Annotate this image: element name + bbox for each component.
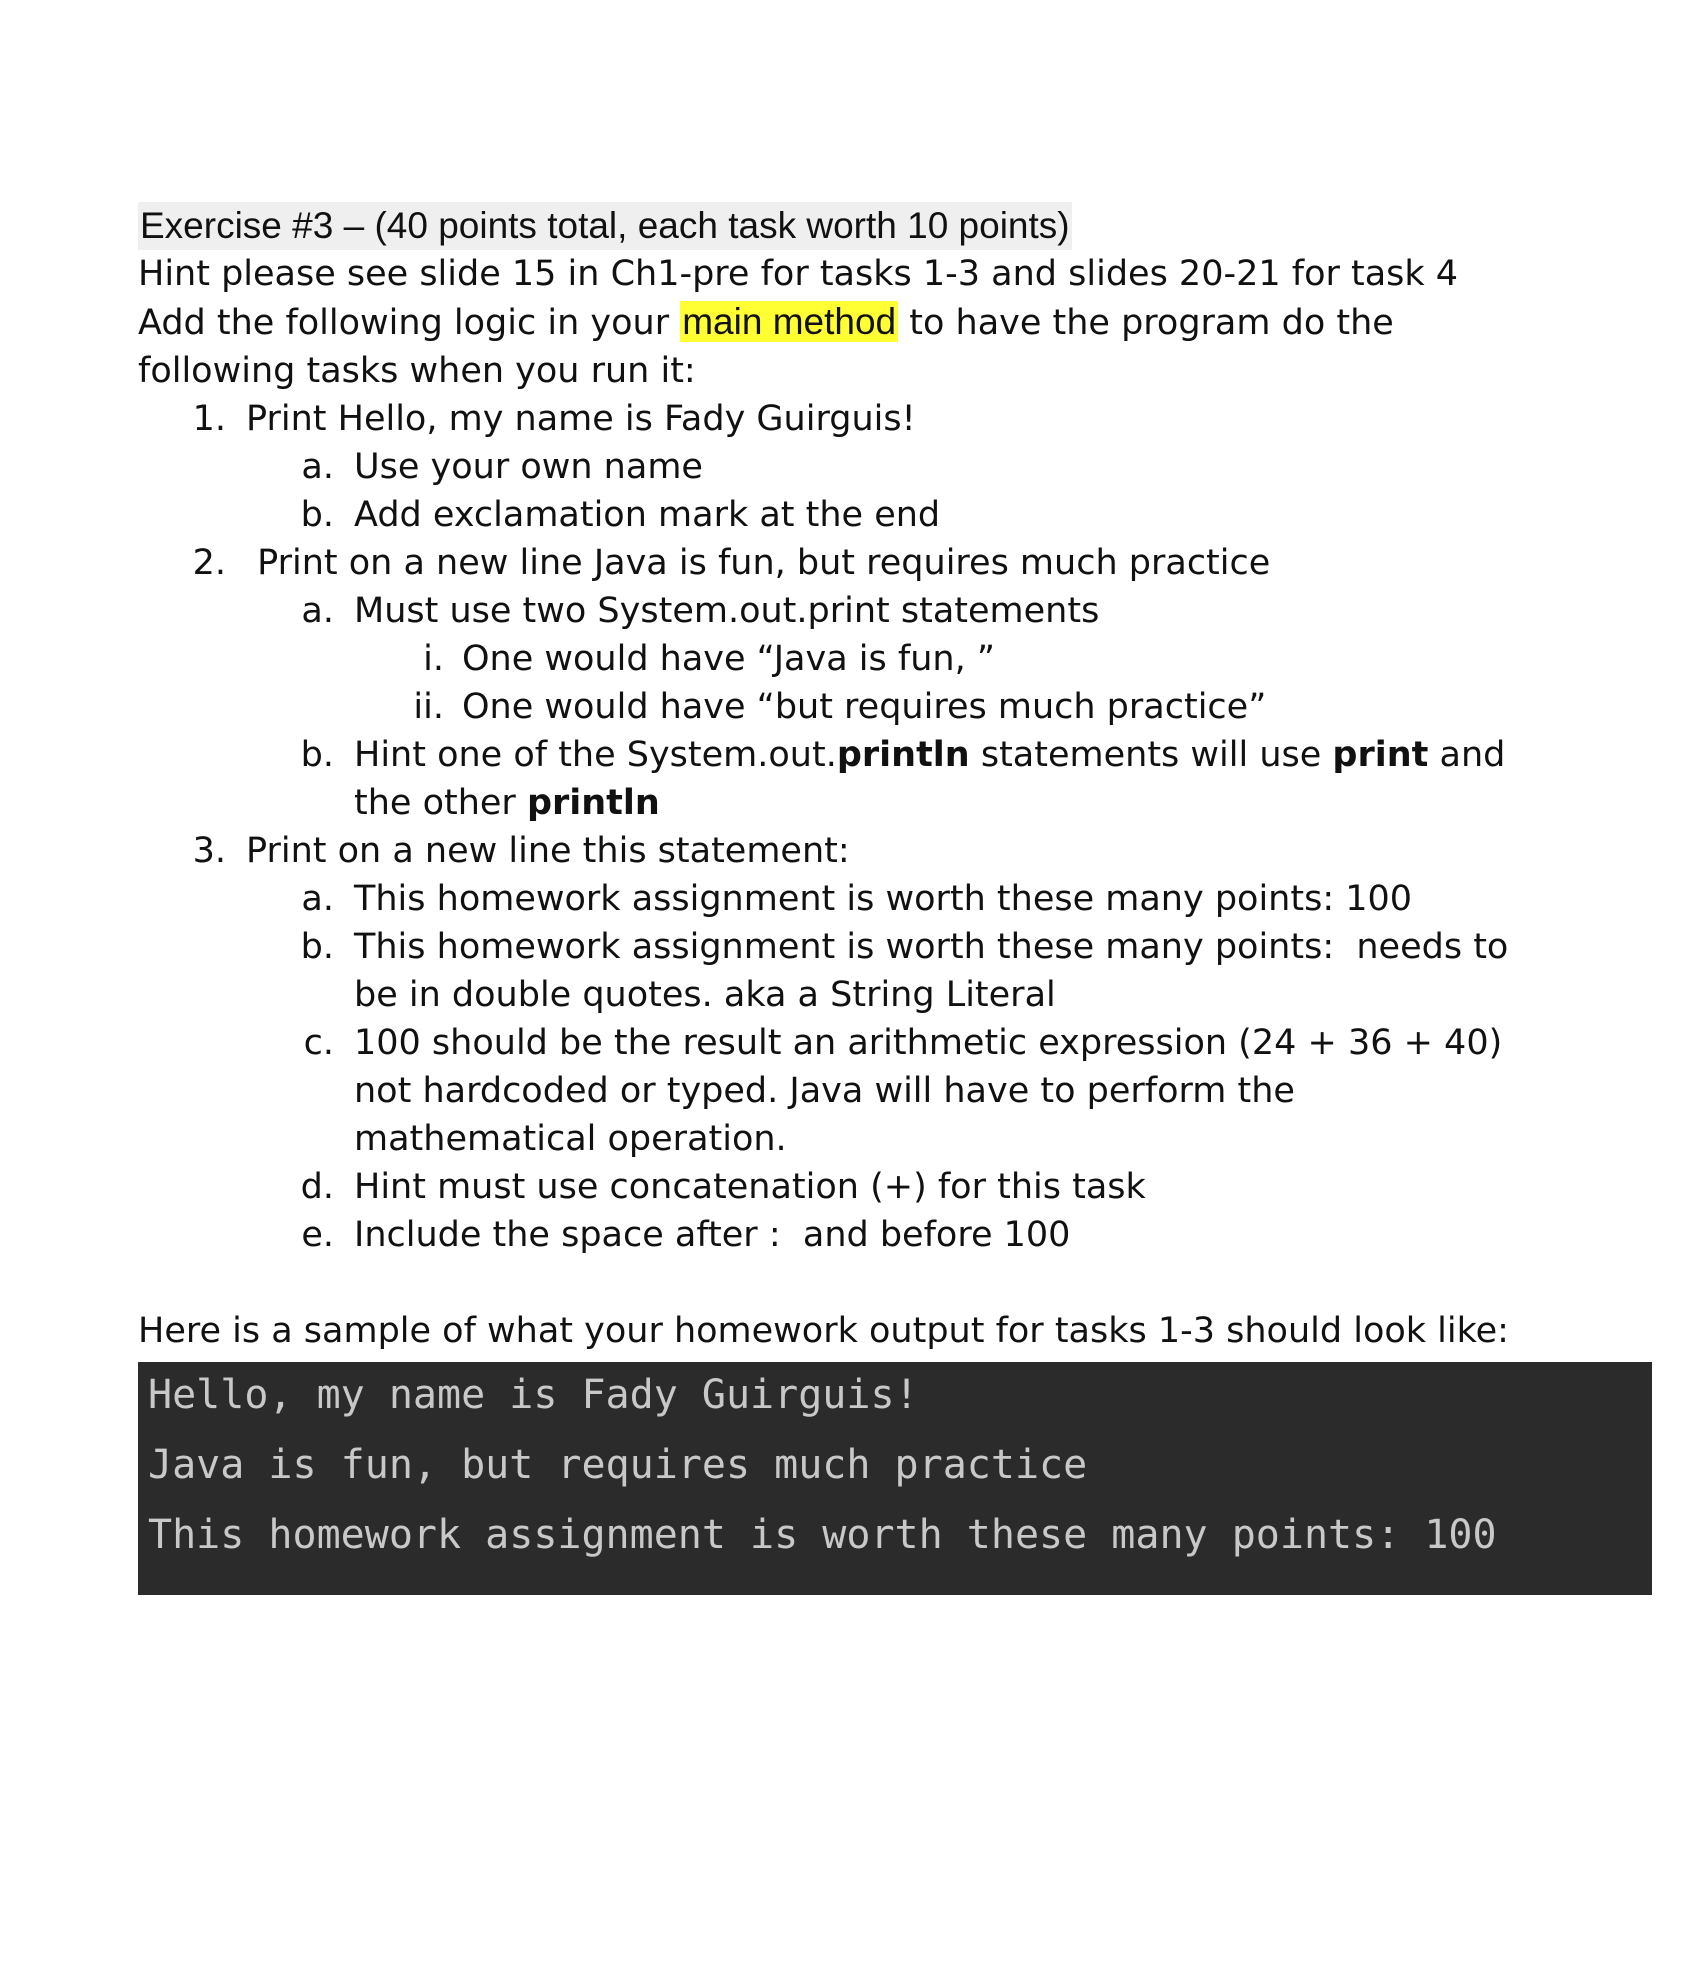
roman-marker: i. [423,639,444,679]
roman-text: One would have “Java is fun, ” [462,639,995,679]
document-body [138,202,1658,1355]
console-line-3: This homework assignment is worth these many points: 100 [148,1512,1497,1558]
sub-text: Hint must use concatenation (+) for this task [354,1167,1146,1207]
task-3-sub-e [138,1211,1658,1259]
task-text: Print Hello, my name is Fady Guirguis! [246,399,916,439]
sub-marker: a. [301,591,334,631]
sub-text: Add exclamation mark at the end [354,495,941,535]
sub-marker: c. [303,1023,334,1063]
task-text: Print on a new line this statement: [246,831,850,871]
sub-text: Use your own name [354,447,703,487]
sub-marker: b. [300,495,334,535]
sub-text: Must use two System.out.print statements [354,591,1100,631]
sub-marker: a. [301,447,334,487]
roman-text: One would have “but requires much practice” [462,687,1267,727]
exercise-title: Exercise #3 – (40 points total, each task worth 10 points) [138,202,1072,250]
intro-after: to have the program do the [898,303,1394,343]
intro-line [138,298,1658,347]
task-1 [138,395,1658,443]
intro-line-2: following tasks when you run it: [138,351,696,391]
task-3-sub-b-cont: be in double quotes. aka a String Literal [354,975,1056,1015]
sub-marker: b. [300,927,334,967]
task-2-sub-b [138,731,1658,779]
task-2-sub-b-cont [138,779,1658,827]
sub-text: This homework assignment is worth these many points: needs to [354,927,1509,967]
console-line-1: Hello, my name is Fady Guirguis! [148,1372,919,1418]
sub-text-1: Hint one of the System.out. [354,735,837,775]
task-3 [138,827,1658,875]
task-3-sub-c-cont-2: mathematical operation. [354,1119,787,1159]
sample-heading: Here is a sample of what your homework output for tasks 1-3 should look like: [138,1311,1509,1351]
bold-println: println [836,735,970,775]
task-2-sub-a-ii [138,683,1658,731]
intro-before: Add the following logic in your [138,303,681,343]
sub-text: 100 should be the result an arithmetic expression (24 + 36 + 40) [354,1023,1503,1063]
sub-marker: d. [300,1167,334,1207]
task-3-sub-c-cont-1: not hardcoded or typed. Java will have to perform the [354,1071,1295,1111]
sub-text-3: and [1428,735,1506,775]
task-1-sub-a [138,443,1658,491]
task-marker: 1. [192,399,226,439]
task-text: Print on a new line Java is fun, but requires much practice [246,543,1271,583]
console-output [138,1362,1652,1595]
task-3-sub-b [138,923,1658,971]
sub-text: This homework assignment is worth these many points: 100 [354,879,1413,919]
task-2-sub-a-i [138,635,1658,683]
task-marker: 3. [192,831,226,871]
sub-text: Include the space after : and before 100 [354,1215,1071,1255]
sub-marker: b. [300,735,334,775]
sub-marker: a. [301,879,334,919]
task-marker: 2. [192,543,226,583]
bold-println-2: println [526,783,660,823]
task-1-sub-b [138,491,1658,539]
sub-marker: e. [301,1215,334,1255]
task-3-sub-c [138,1019,1658,1067]
task-2 [138,539,1658,587]
spacer [138,1259,1658,1307]
sub-text-2: statements will use [969,735,1333,775]
task-2-sub-a [138,587,1658,635]
task-3-sub-d [138,1163,1658,1211]
bold-print: print [1332,735,1429,775]
roman-marker: ii. [413,687,444,727]
hint-line: Hint please see slide 15 in Ch1-pre for tasks 1-3 and slides 20-21 for task 4 [138,254,1459,294]
highlight-main-method: main method [682,301,897,342]
sub-text-4: the other [354,783,527,823]
task-3-sub-a [138,875,1658,923]
console-line-2: Java is fun, but requires much practice [148,1442,1088,1488]
